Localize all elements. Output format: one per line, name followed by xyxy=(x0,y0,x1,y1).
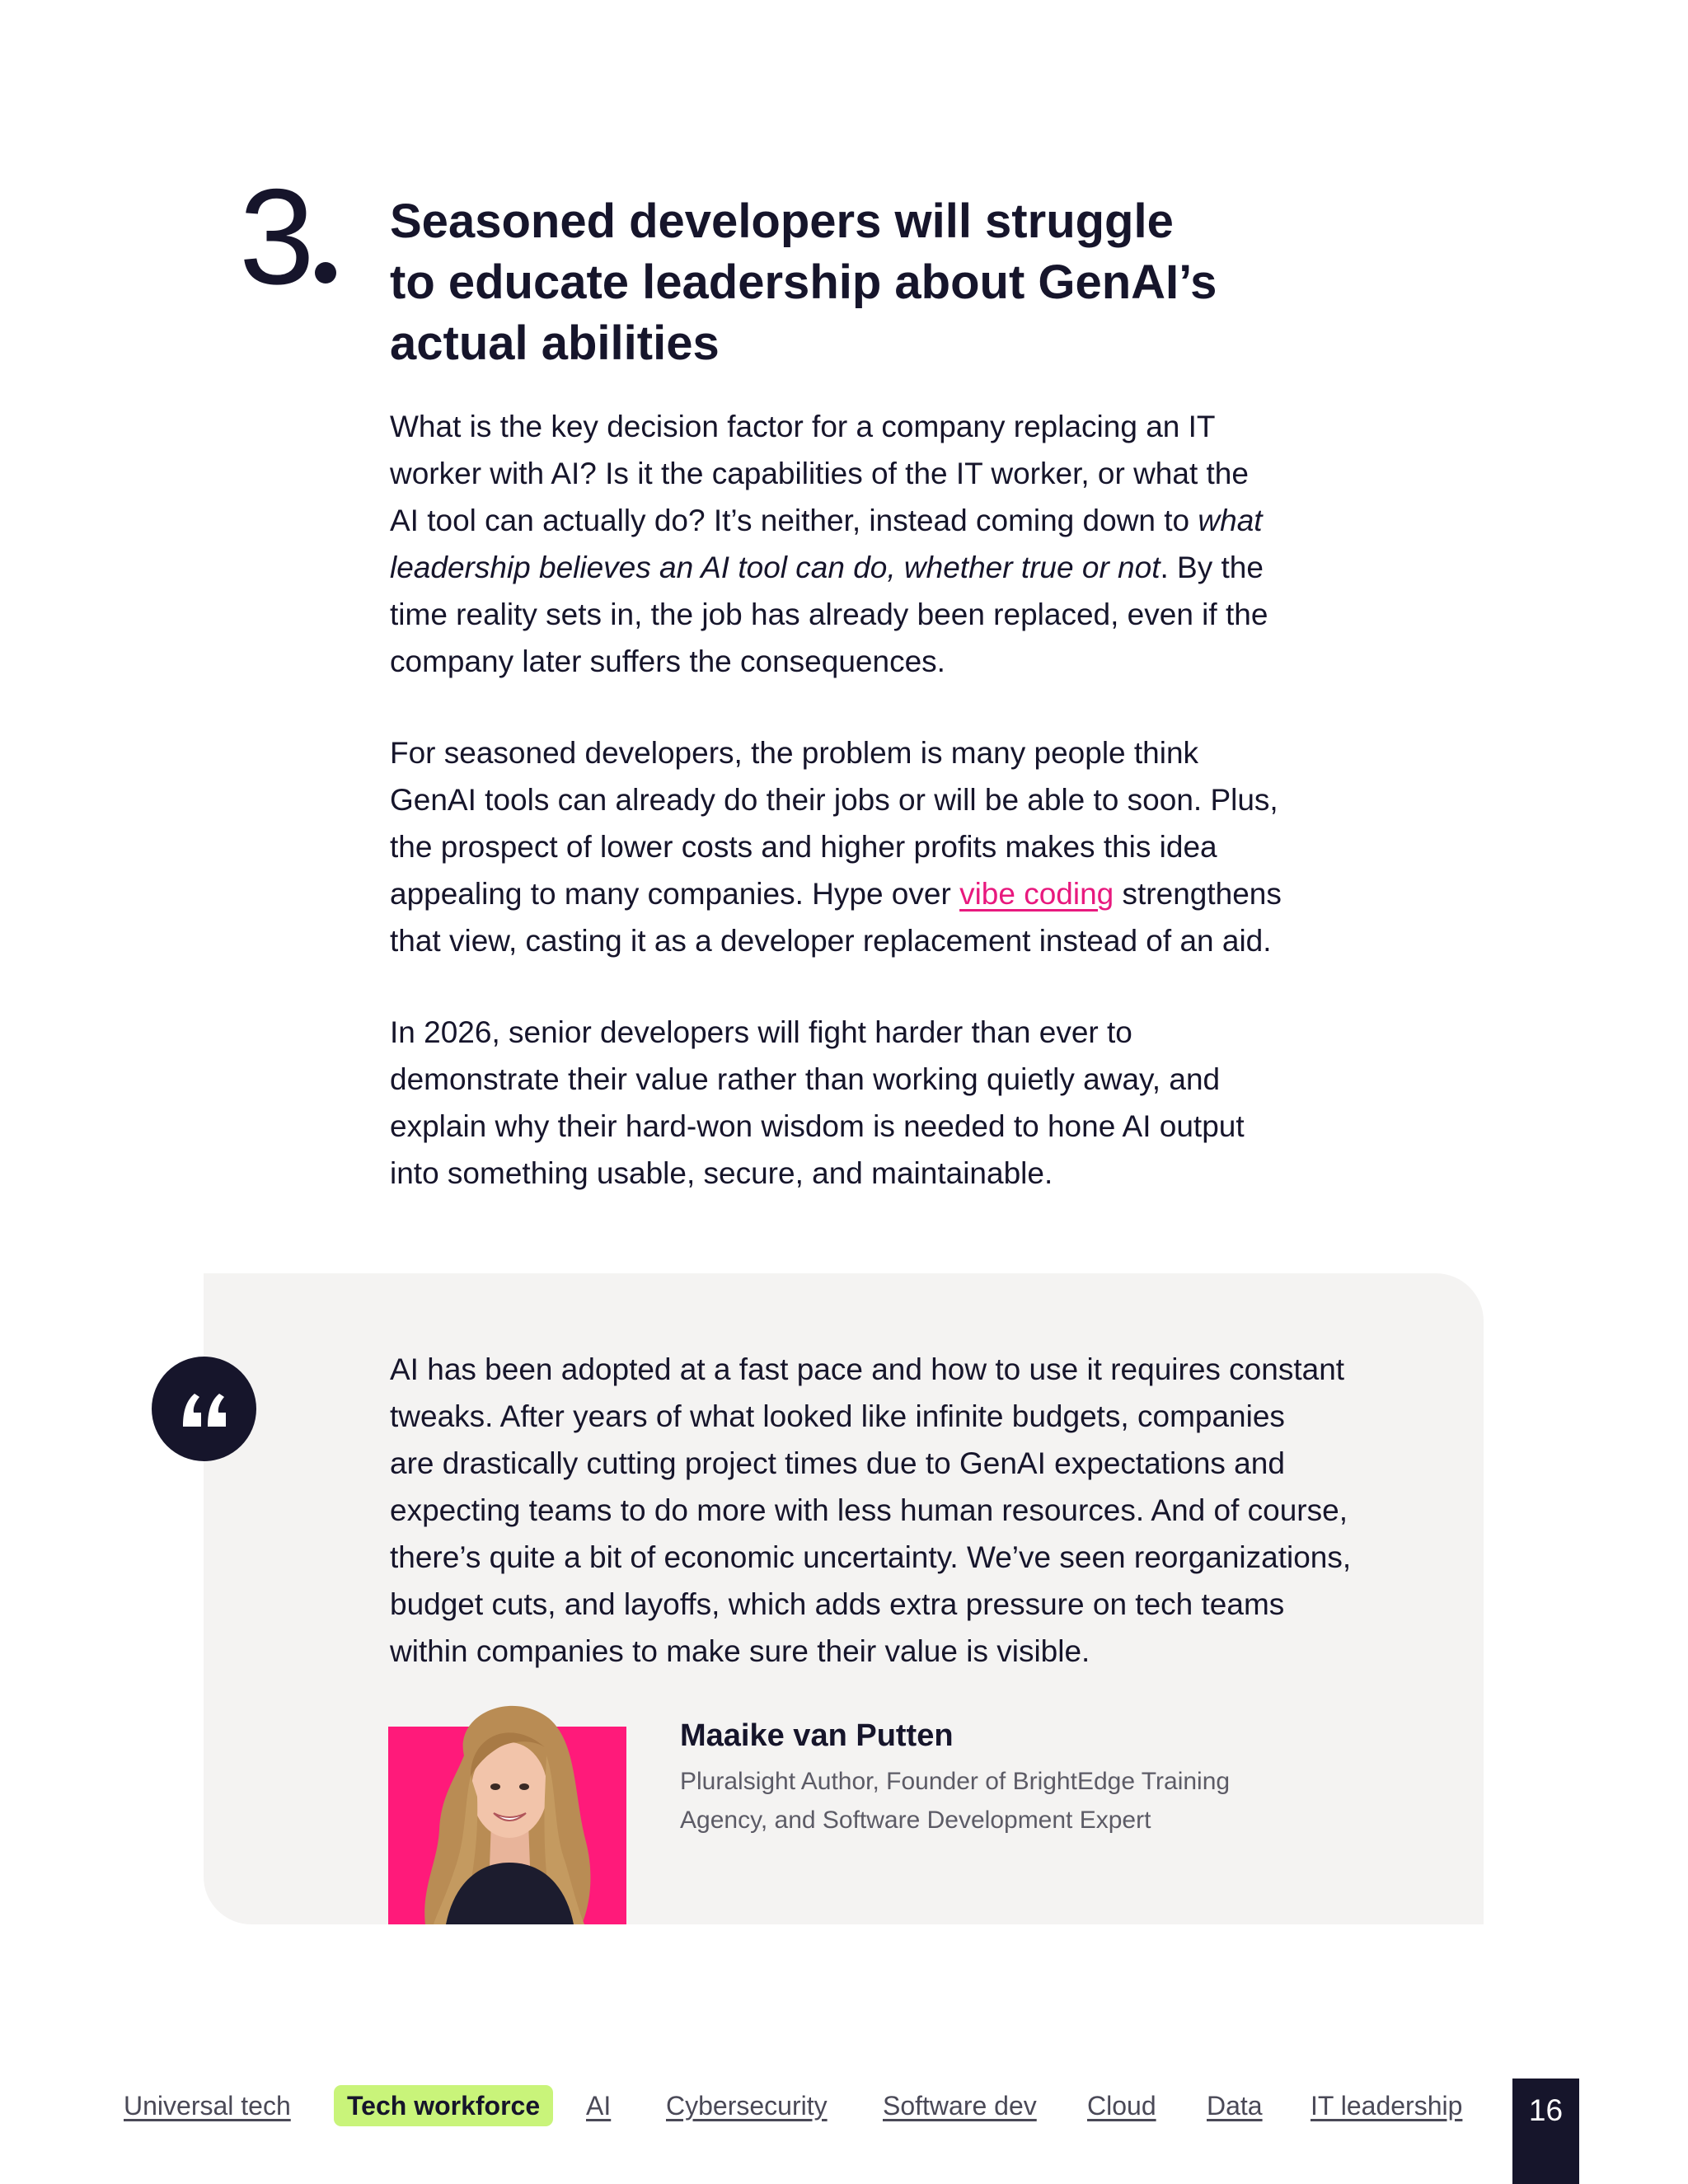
nav-item-data[interactable]: Data xyxy=(1207,2091,1263,2121)
footer-nav xyxy=(0,2085,1688,2126)
paragraph-line: In 2026, senior developers will fight harder than ever to xyxy=(390,1015,1132,1049)
section-heading xyxy=(390,191,1321,374)
paragraph-line: that view, casting it as a developer replacement instead of an aid. xyxy=(390,924,1272,958)
nav-item-software-dev[interactable]: Software dev xyxy=(883,2091,1037,2121)
nav-item-ai[interactable]: AI xyxy=(586,2091,612,2121)
quote-line: are drastically cutting project times due to GenAI expectations and xyxy=(390,1446,1285,1480)
paragraph-line xyxy=(390,870,1329,917)
paragraph-text: appealing to many companies. Hype over xyxy=(390,877,960,911)
paragraph-line: What is the key decision factor for a company replacing an IT xyxy=(390,410,1216,443)
nav-item-tech-workforce[interactable]: Tech workforce xyxy=(334,2085,553,2126)
paragraph-2 xyxy=(390,729,1329,964)
author-title-line: Pluralsight Author, Founder of BrightEdge Training xyxy=(680,1768,1231,1795)
quote-marks-icon xyxy=(180,1390,229,1428)
section-number-dot xyxy=(315,262,336,284)
quote-line: expecting teams to do more with less human resources. And of course, xyxy=(390,1493,1348,1527)
paragraph-1 xyxy=(390,403,1329,685)
paragraph-line: GenAI tools can already do their jobs or will be able to soon. Plus, xyxy=(390,783,1278,817)
nav-item-it-leadership[interactable]: IT leadership xyxy=(1311,2091,1463,2121)
paragraph-line: company later suffers the consequences. xyxy=(390,644,945,678)
heading-line: Seasoned developers will struggle xyxy=(390,194,1174,248)
author-name: Maaike van Putten xyxy=(680,1718,954,1753)
paragraph-line: worker with AI? Is it the capabilities of the IT worker, or what the xyxy=(390,457,1249,490)
page-number: 16 xyxy=(1512,2079,1579,2184)
quote-text xyxy=(390,1346,1352,1675)
paragraph-line: demonstrate their value rather than working quietly away, and xyxy=(390,1062,1221,1096)
paragraph-line: time reality sets in, the job has already been replaced, even if the xyxy=(390,598,1268,631)
heading-line: actual abilities xyxy=(390,316,720,370)
author-title-line: Agency, and Software Development Expert xyxy=(680,1807,1151,1834)
paragraph-line: explain why their hard-won wisdom is needed to hone AI output xyxy=(390,1109,1245,1143)
section-number-value: 3 xyxy=(239,161,312,312)
author-photo xyxy=(388,1698,626,1924)
section-number xyxy=(239,161,336,312)
paragraph-text: AI tool can actually do? It’s neither, instead coming down to xyxy=(390,504,1198,537)
quote-line: within companies to make sure their value is visible. xyxy=(390,1634,1090,1668)
paragraph-line xyxy=(390,497,1329,544)
quote-line: AI has been adopted at a fast pace and how to use it requires constant xyxy=(390,1352,1345,1386)
paragraph-line: into something usable, secure, and maintainable. xyxy=(390,1156,1053,1190)
paragraph-text: strengthens xyxy=(1114,877,1282,911)
quote-line: there’s quite a bit of economic uncertainty. We’ve seen reorganizations, xyxy=(390,1540,1352,1574)
paragraph-line: the prospect of lower costs and higher profits makes this idea xyxy=(390,830,1217,864)
quote-badge xyxy=(152,1357,256,1461)
nav-item-cloud[interactable]: Cloud xyxy=(1087,2091,1156,2121)
quote-line: budget cuts, and layoffs, which adds extra pressure on tech teams xyxy=(390,1587,1285,1621)
paragraph-text: . By the xyxy=(1160,551,1264,584)
author-title xyxy=(680,1762,1230,1840)
paragraph-3 xyxy=(390,1009,1329,1197)
paragraph-line: For seasoned developers, the problem is many people think xyxy=(390,736,1199,770)
nav-item-universal-tech[interactable]: Universal tech xyxy=(124,2091,291,2121)
emphasis-text: what xyxy=(1198,504,1263,537)
heading-line: to educate leadership about GenAI’s xyxy=(390,255,1217,309)
quote-line: tweaks. After years of what looked like infinite budgets, companies xyxy=(390,1399,1285,1433)
vibe-coding-link[interactable]: vibe coding xyxy=(959,877,1114,911)
paragraph-line xyxy=(390,544,1329,591)
nav-item-cybersecurity[interactable]: Cybersecurity xyxy=(666,2091,828,2121)
emphasis-text: leadership believes an AI tool can do, whether true or not xyxy=(390,551,1160,584)
